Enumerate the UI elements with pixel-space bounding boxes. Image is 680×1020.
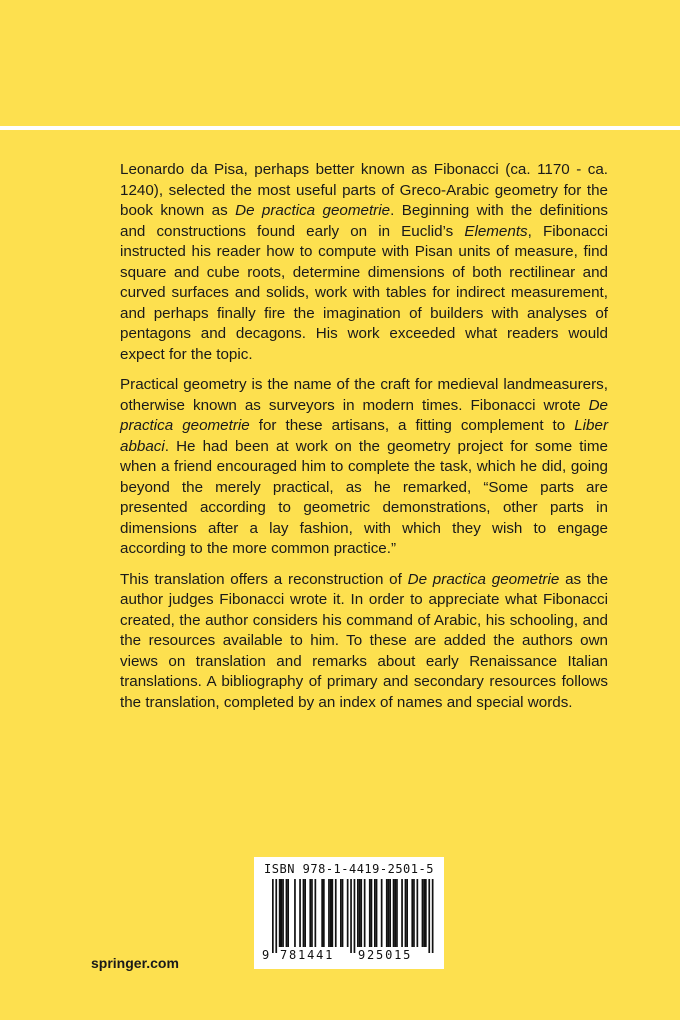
barcode-bar (389, 879, 391, 947)
barcode-bar (357, 879, 359, 947)
barcode-bar (342, 879, 344, 947)
blurb-p2-text-a: Practical geometry is the name of the craft for medieval landmeasurers, otherwise known as surveyors in modern times. Fibonacci wrote (120, 376, 608, 414)
barcode-bar (360, 879, 362, 947)
barcode-bar (405, 879, 407, 947)
blurb-p1-text-c: . Beginning with the definitions and constructions found early on in Euclid’s (120, 202, 608, 240)
barcode-bar (279, 879, 281, 947)
barcode-bar (309, 879, 311, 947)
barcode-bar (347, 879, 349, 947)
blurb-p1-text-a: Leonardo da Pisa, perhaps better known as Fibonacci (ca. 1170 - ca. 1240), selected the most useful parts of Greco-Arabic geometry for the book known as (120, 161, 608, 219)
barcode-bar (369, 879, 371, 947)
blurb-paragraph-2 (120, 375, 608, 560)
barcode-bar (354, 879, 356, 953)
barcode-bar (371, 879, 373, 947)
barcode-bar (417, 879, 419, 947)
blurb-p3-text-a: This translation offers a reconstruction of (120, 570, 408, 588)
barcode-bar (425, 879, 427, 947)
blurb-p2-text-e: . He had been at work on the geometry project for some time when a friend encouraged him to complete the task, which he did, going beyond the merely practical, as he remarked, “Some parts are presented according to geometric demonstrations, other parts in dimensions after a lay fashion, with which they wish to engage according to the more common practice.” (120, 437, 608, 557)
barcode-bar (388, 879, 390, 947)
blurb-p2-title-italic: De practica geometrie (120, 396, 608, 434)
blurb-p1-text-e: , Fibonacci instructed his reader how to compute with Pisan units of measure, find square and cube roots, determine dimensions of both rectilinear and curved surfaces and solids, work with tables for indirect measurement, and perhaps finally fire the imagination of builders with analyses of pentagons and decagons. His work exceeded what readers would expect for the topic. (120, 222, 608, 363)
blurb-p1-elements-italic: Elements (464, 222, 528, 240)
barcode-bar (394, 879, 396, 947)
barcode-bar (332, 879, 334, 947)
barcode-bar (381, 879, 383, 947)
barcode-bar (428, 879, 430, 953)
barcode-bar (423, 879, 425, 947)
barcode-digits-right: 925015 (358, 948, 413, 962)
publisher-url[interactable]: springer.com (91, 955, 179, 971)
barcode-bar (304, 879, 306, 947)
barcode-bar (315, 879, 317, 947)
barcode-digit-first: 9 (262, 948, 270, 962)
barcode-bar (374, 879, 376, 947)
barcode-bar (311, 879, 313, 947)
barcode-bar (275, 879, 277, 953)
barcode-bar (422, 879, 424, 947)
barcode-digits-left: 781441 (280, 948, 335, 962)
barcode-bar (335, 879, 337, 947)
barcode-bar (386, 879, 388, 947)
barcode-bar (401, 879, 403, 947)
blurb-p2-text-c: for these artisans, a fitting complement to (249, 417, 575, 434)
blurb-paragraph-3 (120, 570, 608, 714)
top-divider-rule (0, 126, 680, 130)
barcode-bar (393, 879, 395, 947)
barcode-bar (282, 879, 284, 947)
barcode-bar (287, 879, 289, 947)
barcode-bar (294, 879, 296, 947)
barcode-bars (262, 879, 438, 955)
barcode-bar (350, 879, 352, 953)
isbn-barcode (254, 857, 444, 969)
barcode-bar (406, 879, 408, 947)
isbn-label: ISBN 978-1-4419-2501-5 (264, 862, 434, 876)
barcode-bar (286, 879, 288, 947)
barcode-bar (323, 879, 325, 947)
barcode-bar (411, 879, 413, 947)
barcode-bar (330, 879, 332, 947)
barcode-bar (432, 879, 434, 953)
barcode-bar (340, 879, 342, 947)
blurb-p2-liber-abbaci-italic: Liber abbaci (120, 417, 609, 455)
barcode-bar (359, 879, 361, 947)
barcode-bar (328, 879, 330, 947)
barcode-bar (321, 879, 323, 947)
blurb-p3-title-italic: De practica geometrie (407, 570, 560, 588)
barcode-bar (281, 879, 283, 947)
barcode-bar (364, 879, 366, 947)
blurb-paragraph-1 (120, 160, 608, 365)
barcode-bar (303, 879, 305, 947)
blurb-p1-title-italic: De practica geometrie (235, 202, 391, 219)
barcode-bar (299, 879, 301, 947)
barcode-bar (376, 879, 378, 947)
back-cover-blurb (120, 160, 608, 723)
barcode-bar (396, 879, 398, 947)
barcode-bar (272, 879, 274, 953)
blurb-p3-text-c: as the author judges Fibonacci wrote it. In order to appreciate what Fibonacci created, the author considers his command of Arabic, his schooling, and the resources available to him. To these are added the authors own views on translation and remarks about early Renaissance Italian translations. A bibliography of primary and secondary resources follows the translation, completed by an index of names and special words. (120, 570, 609, 711)
barcode-bar (413, 879, 415, 947)
